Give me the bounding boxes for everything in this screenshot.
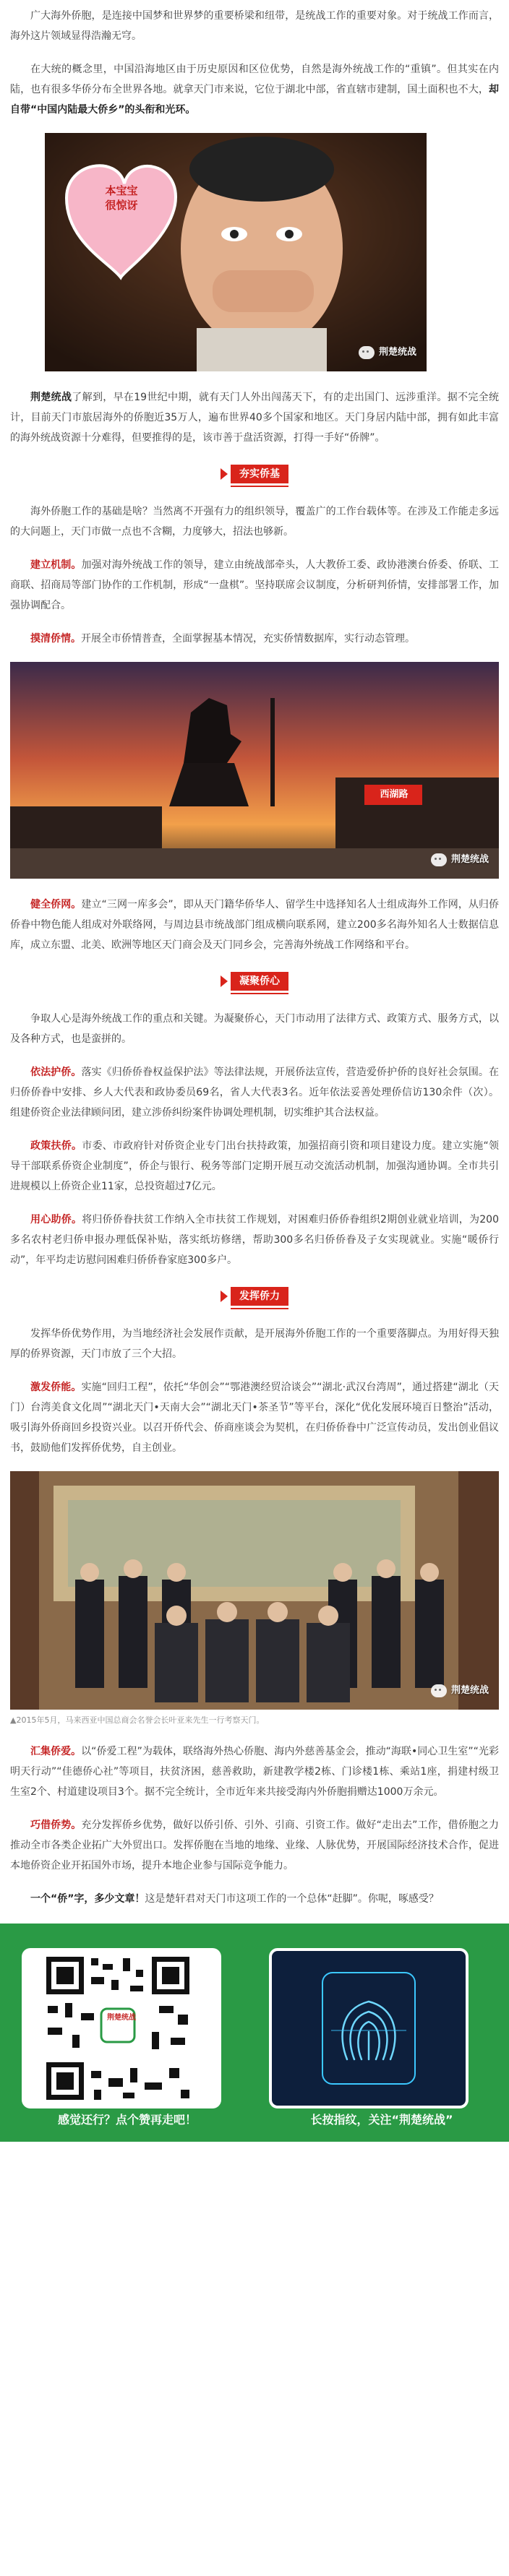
watermark [359,343,416,363]
sticker-line-2: 很惊讶 [105,199,138,212]
s3-p4-lead: 汇集侨爱。 [30,1746,82,1757]
background-text: 了解到，早在19世纪中期，就有天门人外出闯荡天下，有的走出国门、远涉重洋。据不完全统计，目前天门市旅居海外的侨胞近35万人，遍布世界40多个国家和地区。天门身居内陆中部，拥有如此丰富的海外统战资源十分难得，但要推得的是，该市善于盘活资源，打得一手好“侨牌”。 [10,392,500,444]
section-header-foundation [10,461,499,487]
watermark [431,1681,489,1701]
s2-paragraph-1: 争取人心是海外统战工作的重点和关键。为凝聚侨心，天门市动用了法律方式、政策方式、服务方式，以及各种方式，也是蛮拼的。 [10,1013,499,1045]
s2-p2-text: 落实《归侨侨眷权益保护法》等法律法规，开展侨法宣传，营造爱侨护侨的良好社会氛围。在归侨侨眷中安排、乡人大代表和政协委员69名，省人大代表3名。近年依法妥善处理侨信访130余件（次）。组建侨资企业法律顾问团，建立涉侨纠纷案件协调处理机制，切实维护其合法权益。 [10,1067,500,1119]
section-title: 发挥侨力 [231,1287,288,1306]
s1-p2-lead: 建立机制。 [30,559,82,571]
s3-p4-text: 以“侨爱工程”为载体，联络海外热心侨胞、海内外慈善基金会，推动“海联•同心卫生室”“光彩明天行动”“佳德侨心社”等项目，扶贫济困，慈善救助，新建教学楼2栋、门诊楼1栋、乘站1座，捐建村级卫生室2个、村道建设项目3个。据不完全统计，全市近年来共接受海内外侨胞捐赠达1000万余元。 [10,1746,499,1798]
s2-paragraph-2 [10,1062,499,1123]
s3-p2-text: 实施“回归工程”，依托“华创会”“鄂港澳经贸洽谈会”“湖北·武汉台湾周”，通过搭建“湖北（天门）台湾美食文化周”“湖北天门•天南大会”“湖北天门•茶圣节”等平台，深化“优化发展环境百日整治”活动，吸引海外侨商回乡投资兴业。以召开侨代会、侨商座谈会为契机，在归侨侨眷中广泛宣传动员，发出创业倡议书，鼓励他们发挥侨优势，自主创业。 [10,1382,499,1454]
follow-prompt: 长按指纹，关注“荆楚统战” [310,2113,453,2127]
sticker-line-1: 本宝宝 [105,184,138,197]
watermark [431,850,489,870]
s3-paragraph-1: 发挥华侨优势作用，为当地经济社会发展作贡献，是开展海外侨胞工作的一个重要落脚点。为用好得天独厚的侨界资源，天门市放了三个大招。 [10,1328,499,1360]
qr-stamp: 荆楚统战 [107,2014,136,2022]
intro-paragraph-1: 广大海外侨胞，是连接中国梦和世界梦的重要桥梁和纽带，是统战工作的重要对象。对于统战工作而言，海外这片领域显得浩瀚无穹。 [10,10,499,42]
triangle-icon [221,975,228,987]
section-title: 凝聚侨心 [231,972,288,991]
wechat-icon [359,346,375,359]
s1-paragraph-2 [10,555,499,616]
wechat-icon [431,1684,447,1697]
section-header-cohesion [10,968,499,994]
s2-paragraph-4 [10,1210,499,1270]
watermark-text: 荆楚统战 [450,1685,489,1696]
s1-p4-lead: 健全侨网。 [30,899,82,910]
s2-p2-lead: 依法护侨。 [30,1067,82,1078]
s1-paragraph-1: 海外侨胞工作的基础是啥？当然离不开强有力的组织领导，覆盖广的工作台载体等。在涉及工作能走多远的大问题上，天门市做一点也不含糊，力度够大，招法也够新。 [10,506,499,538]
photo-horse-statue [10,662,499,879]
photo-group-image [10,1471,499,1710]
triangle-icon [221,468,228,480]
closing-paragraph [10,1889,499,1909]
s3-paragraph-5 [10,1815,499,1876]
s3-paragraph-4 [10,1741,499,1802]
photo-group [10,1471,499,1710]
intro-paragraph-2 [10,59,499,120]
s2-p4-lead: 用心助侨。 [30,1214,82,1225]
s2-p3-text: 市委、市政府针对侨资企业专门出台扶持政策，加强招商引资和项目建设力度。建立实施“领导干部联系侨资企业制度”，侨企与银行、税务等部门定期开展互动交流活动机制，加强沟通协调。全市共引进规模以上侨资企业11家，总投资超过7亿元。 [10,1140,499,1192]
closing-text: 这是楚轩君对天门市这项工作的一个总体“赶脚”。你呢，啄感受？ [145,1893,439,1905]
section-title: 夯实侨基 [231,465,288,483]
qr-code-image [22,1948,221,2108]
s2-p3-lead: 政策扶侨。 [30,1140,82,1152]
intro-paragraph-2-highlight: 却自带“中国内陆最大侨乡”的头衔和光环。 [10,84,499,116]
fingerprint-button[interactable] [269,1948,469,2108]
s1-p4-text: 建立“三网一库多会”，即从天门籍华侨华人、留学生中选择知名人士组成海外工作网，从归侨侨眷中物色能人组成对外联络网，与周边县市统战部门组成横向联系网，建立200多名海外知名人士数据信息库，成立东盟、北美、欧洲等地区天门商会及天门同乡会，完善海外统战工作网络和平台。 [10,899,499,951]
watermark-text: 荆楚统战 [378,347,416,358]
intro-paragraph-2-text: 在大统的概念里，中国沿海地区由于历史原因和区位优势，自然是海外统战工作的“重镇”。但其实在内陆，也有很多华侨分布全世界各地。就拿天门市来说，它位于湖北中部，省直辖市建制，国土面积也不大， [10,64,499,95]
brand-lead: 荆楚统战 [30,392,72,403]
s1-p2-text: 加强对海外统战工作的领导，建立由统战部牵头，人大教侨工委、政协港澳台侨委、侨联、工商联、招商局等部门协作的工作机制，形成“一盘棋”。坚持联席会议制度，分析研判侨情，安排部署工作，加强协调配合。 [10,559,500,611]
closing-lead: 一个“侨”字，多少文章！ [30,1893,145,1905]
s3-paragraph-2 [10,1377,499,1458]
watermark-text: 荆楚统战 [450,854,489,865]
s3-p2-lead: 激发侨能。 [30,1382,82,1393]
s3-p5-lead: 巧借侨势。 [30,1819,82,1831]
s1-p3-text: 开展全市侨情普查，全面掌握基本情况，充实侨情数据库，实行动态管理。 [81,633,415,645]
photo-horse-statue-image [10,662,499,879]
follow-labels [0,2110,509,2130]
s1-paragraph-3 [10,629,499,649]
photo-surprised-man-image [45,133,427,371]
qr-code[interactable] [22,1948,221,2108]
triangle-icon [221,1291,228,1302]
s3-p5-text: 充分发挥侨乡优势，做好以侨引侨、引外、引商、引资工作。做好“走出去”工作，借侨胞之力推动全市各类企业拓广大外贸出口。发挥侨胞在当地的地缘、业缘、人脉优势，开展国际经济技术合作，促进本地侨资企业开拓国外市场，提升本地企业参与国际竞争能力。 [10,1819,499,1871]
wechat-icon [431,853,447,866]
sticker-text [85,184,158,212]
follow-panel [0,1924,509,2142]
photo-caption: ▲2015年5月，马来西亚中国总商会名誉会长叶亚来先生一行考察天门。 [10,1715,265,1725]
section-header-strength [10,1283,499,1309]
background-paragraph [10,387,499,448]
shop-sign: 西湖路 [380,789,409,800]
s2-p4-text: 将归侨侨眷扶贫工作纳入全市扶贫工作规划，对困难归侨侨眷组织2期创业就业培训，为200多名农村老归侨申报办理低保补贴，落实纸坊修缮，帮助300多名归侨侨眷及子女实现就业。实施“暖侨行动”，年平均走访慰问困难归侨侨眷家庭300多户。 [10,1214,499,1266]
photo-surprised-man [45,133,427,371]
s1-paragraph-4 [10,895,499,955]
like-prompt: 感觉还行？点个赞再走吧！ [57,2113,197,2127]
s1-p3-lead: 摸清侨情。 [30,633,81,645]
s2-paragraph-3 [10,1136,499,1197]
fingerprint-icon [272,1951,466,2106]
